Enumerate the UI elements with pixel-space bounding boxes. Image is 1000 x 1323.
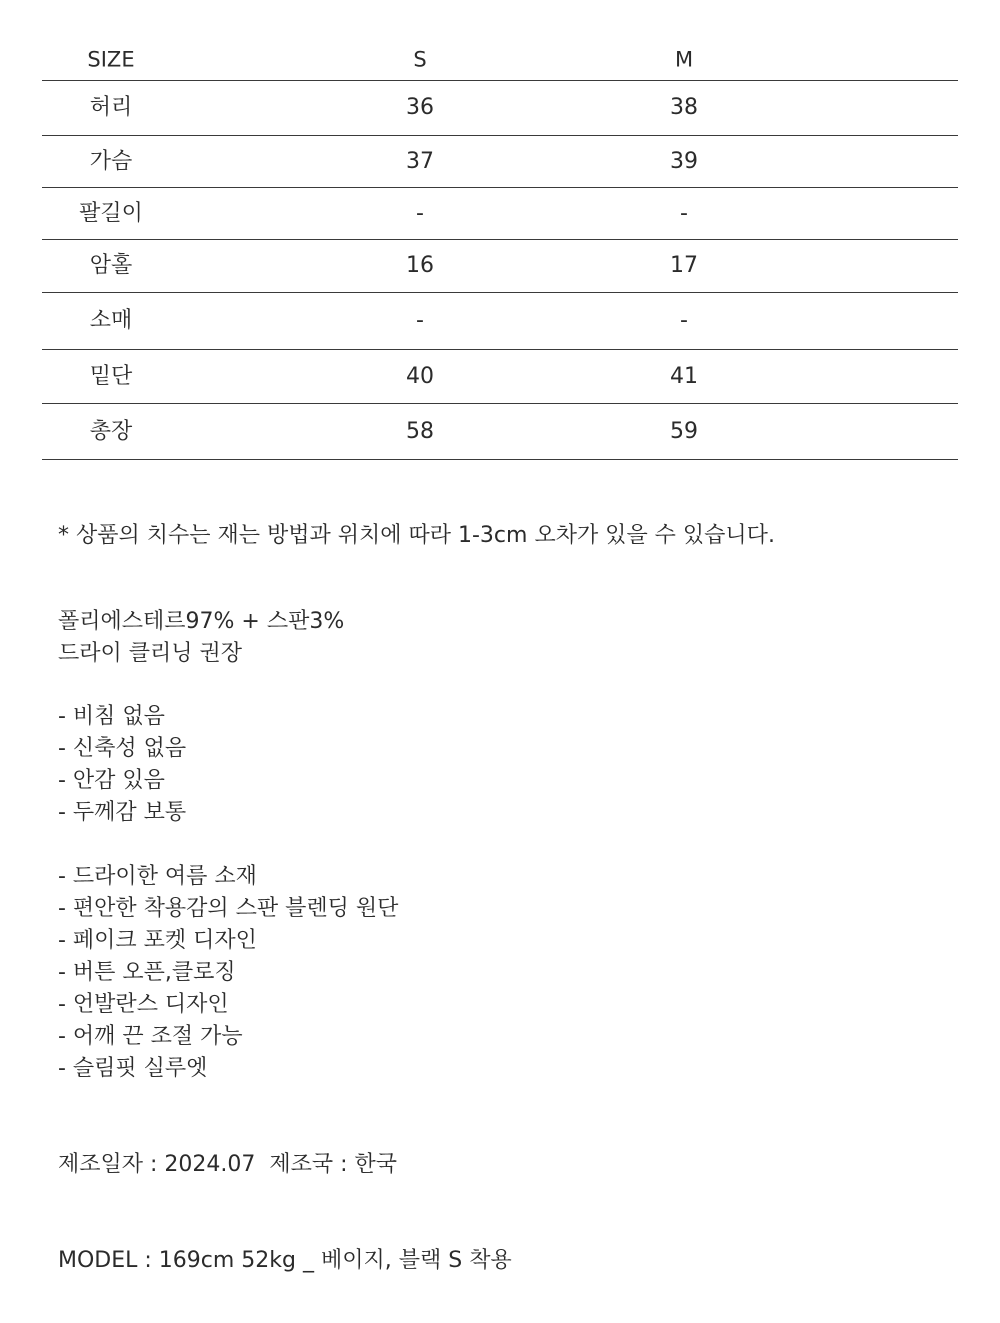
table-row xyxy=(42,136,958,188)
material-composition: 폴리에스테르97% + 스판3% xyxy=(58,609,345,634)
row-value-s: 16 xyxy=(406,253,434,278)
table-row xyxy=(42,293,958,350)
model-info: MODEL : 169cm 52kg _ 베이지, 블랙 S 착용 xyxy=(58,1248,512,1273)
table-row xyxy=(42,404,958,460)
header-size: SIZE xyxy=(87,47,135,72)
design-feature-item: - 언발란스 디자인 xyxy=(58,992,229,1017)
design-feature-item: - 슬림핏 실루엣 xyxy=(58,1056,208,1081)
fabric-feature-item: - 두께감 보통 xyxy=(58,800,187,825)
row-label: 총장 xyxy=(89,418,133,444)
row-label: 가슴 xyxy=(89,148,133,174)
row-value-s: - xyxy=(416,308,424,333)
row-value-s: 36 xyxy=(406,95,434,120)
row-value-m: 17 xyxy=(670,253,698,278)
row-value-m: 59 xyxy=(670,418,698,444)
design-feature-item: - 드라이한 여름 소재 xyxy=(58,864,257,889)
row-label: 허리 xyxy=(89,95,133,120)
fabric-feature-item: - 안감 있음 xyxy=(58,768,165,793)
care-instruction: 드라이 클리닝 권장 xyxy=(58,641,243,666)
row-label: 소매 xyxy=(89,308,133,333)
table-row xyxy=(42,350,958,404)
design-feature-item: - 페이크 포켓 디자인 xyxy=(58,928,257,953)
table-row xyxy=(42,81,958,136)
table-header-row xyxy=(42,40,958,81)
design-feature-item: - 어깨 끈 조절 가능 xyxy=(58,1024,243,1049)
row-value-m: - xyxy=(680,308,688,333)
size-table xyxy=(42,40,958,460)
header-s: S xyxy=(413,47,427,72)
row-label: 암홀 xyxy=(89,253,133,278)
design-feature-item: - 버튼 오픈,클로징 xyxy=(58,960,236,985)
row-value-s: 37 xyxy=(406,148,434,174)
row-value-s: - xyxy=(416,200,424,226)
row-label: 팔길이 xyxy=(79,200,143,226)
row-value-m: 41 xyxy=(670,363,698,389)
row-value-s: 40 xyxy=(406,363,434,389)
fabric-feature-item: - 비침 없음 xyxy=(58,704,165,729)
row-value-m: 38 xyxy=(670,95,698,120)
manufacture-info: 제조일자 : 2024.07 제조국 : 한국 xyxy=(58,1152,398,1177)
header-m: M xyxy=(674,47,694,72)
table-row xyxy=(42,188,958,240)
row-value-m: - xyxy=(680,200,688,226)
row-value-s: 58 xyxy=(406,418,434,444)
fabric-feature-item: - 신축성 없음 xyxy=(58,736,187,761)
size-disclaimer: * 상품의 치수는 재는 방법과 위치에 따라 1-3cm 오차가 있을 수 있습니다. xyxy=(58,523,775,548)
row-value-m: 39 xyxy=(670,148,698,174)
row-label: 밑단 xyxy=(89,363,133,389)
design-feature-item: - 편안한 착용감의 스판 블렌딩 원단 xyxy=(58,896,399,921)
table-row xyxy=(42,240,958,293)
